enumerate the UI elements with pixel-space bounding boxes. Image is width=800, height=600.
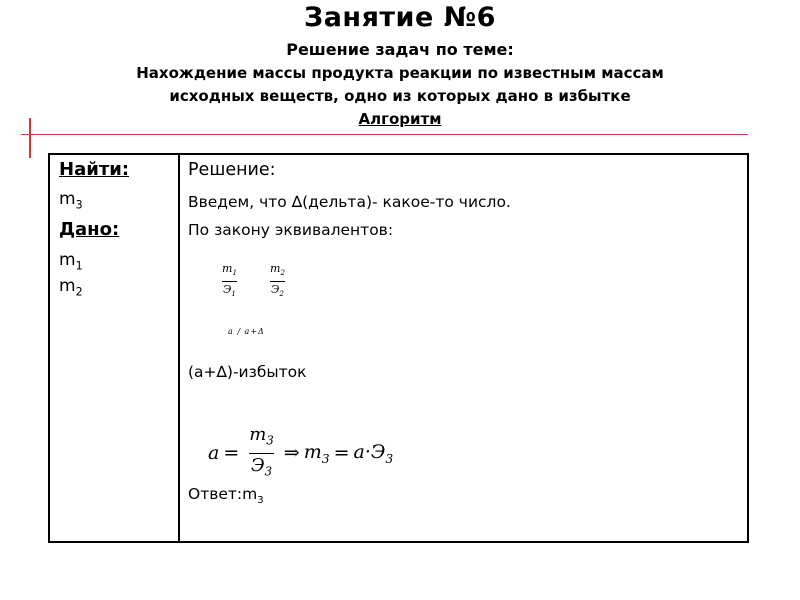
algorithm-heading: Алгоритм xyxy=(358,110,442,128)
fraction-m1-e1: $m_1$ $Э_1$ xyxy=(222,262,237,299)
solution-line-1: Введем, что ∆(дельта)- какое-то число. xyxy=(188,193,511,211)
find-label: Найти: xyxy=(59,159,130,180)
given-m1: $m_1$ xyxy=(59,250,83,273)
topic-line-2: исходных веществ, одно из которых дано в избытке xyxy=(169,87,631,105)
fraction-m2-e2: $m_2$ $Э_2$ xyxy=(270,262,285,299)
excess-text: (a+∆)-избыток xyxy=(188,363,307,381)
find-value: $m_3$ xyxy=(59,189,83,212)
topic-line-1: Нахождение массы продукта реакции по известным массам xyxy=(136,64,664,82)
small-equation: a / a+Δ xyxy=(228,327,265,336)
slide-title: Занятие №6 xyxy=(304,2,496,33)
solution-label: Решение: xyxy=(188,160,276,180)
column-divider xyxy=(178,155,180,541)
decorative-vertical-line xyxy=(29,118,31,158)
main-formula: a = $m_3$ $Э_3$ ⇒ $m_3$ = $a\cdot Э_3$ xyxy=(208,423,394,479)
decorative-horizontal-line xyxy=(21,134,748,135)
answer: $Ответ:m_3$ xyxy=(188,485,264,507)
solution-table xyxy=(48,153,749,543)
solution-line-2: По закону эквивалентов: xyxy=(188,221,394,239)
given-label: Дано: xyxy=(59,219,120,240)
subtitle: Решение задач по теме: xyxy=(286,40,514,59)
given-m2: $m_2$ xyxy=(59,276,83,299)
